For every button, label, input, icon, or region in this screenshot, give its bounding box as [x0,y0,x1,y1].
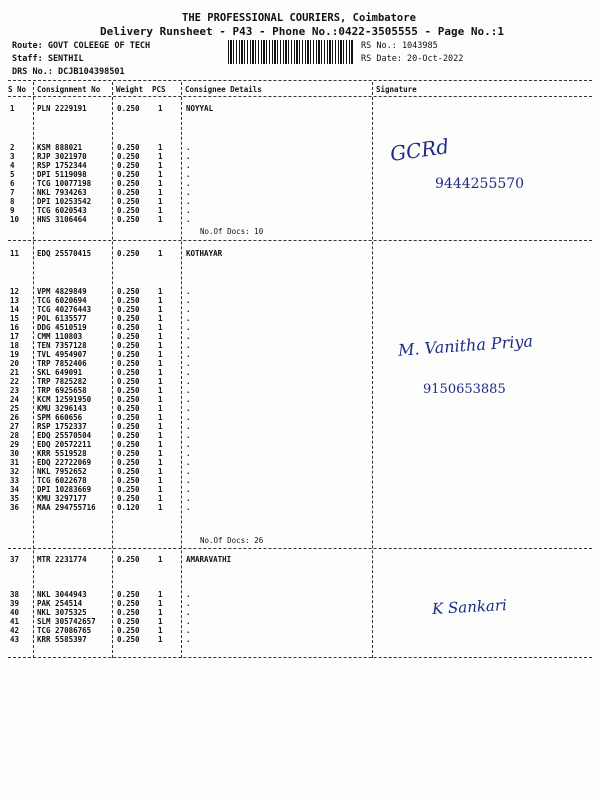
table-row: 7 NKL 7934263 0.250 1 . [10,188,191,197]
table-row: 24 KCM 12591950 0.250 1 . [10,395,191,404]
column-header-row [0,85,600,95]
row-weight: 0.250 [117,104,140,113]
table-row: 22 TRP 7825282 0.250 1 . [10,377,191,386]
table-row: 25 KMU 3296143 0.250 1 . [10,404,191,413]
route-label: Route: GOVT COLEEGE OF TECH [12,41,151,51]
table-row: 4 RSP 1752344 0.250 1 . [10,161,191,170]
table-row: 29 EDQ 20572211 0.250 1 . [10,440,191,449]
group-rule [8,240,592,241]
table-row: 30 KRR 5519528 0.250 1 . [10,449,191,458]
table-row: 17 CMM 110803 0.250 1 . [10,332,191,341]
runsheet-title: Delivery Runsheet - P43 - Phone No.:0422-3505555 - Page No.:1 [100,25,504,38]
table-row: 11 EDQ 25570415 0.250 1 KOTHAYAR [10,249,223,258]
table-row: 6 TCG 10077198 0.250 1 . [10,179,191,188]
table-row: 31 EDQ 22722069 0.250 1 . [10,458,191,467]
table-row: 42 TCG 27086765 0.250 1 . [10,626,191,635]
table-bottom-rule [8,657,592,658]
table-row: 40 NKL 3075325 0.250 1 . [10,608,191,617]
table-row: 18 TEN 7357128 0.250 1 . [10,341,191,350]
table-row: 21 SKL 649091 0.250 1 . [10,368,191,377]
table-row: 36 MAA 294755716 0.120 1 . [10,503,191,512]
signature-3: K Sankari [431,596,508,618]
table-row: 2 KSM 888021 0.250 1 . [10,143,191,152]
table-row: 43 KRR 5585397 0.250 1 . [10,635,191,644]
table-row: 41 SLM 305742657 0.250 1 . [10,617,191,626]
table-row: 16 DDG 4510519 0.250 1 . [10,323,191,332]
table-row: 27 RSP 1752337 0.250 1 . [10,422,191,431]
row-sno: 1 [10,104,15,113]
barcode-image [228,40,354,64]
company-title: THE PROFESSIONAL COURIERS, Coimbatore [182,12,416,24]
docs-count-row: No.Of Docs: 26 [200,536,264,545]
table-row: 5 DPI 5119098 0.250 1 . [10,170,191,179]
drs-label: DRS No.: DCJB104398501 [12,67,125,77]
table-row: 33 TCG 6022678 0.250 1 . [10,476,191,485]
row-pcs: 1 [158,104,163,113]
table-row: 13 TCG 6020694 0.250 1 . [10,296,191,305]
table-row [0,104,600,114]
table-row: 10 HNS 3106464 0.250 1 . [10,215,191,224]
table-row: 35 KMU 3297177 0.250 1 . [10,494,191,503]
col-weight: Weight [116,85,144,94]
row-consignment: PLN 2229191 [37,104,87,113]
table-row: 3 RJP 3021970 0.250 1 . [10,152,191,161]
table-row: 15 POL 6135577 0.250 1 . [10,314,191,323]
table-row: 23 TRP 6925658 0.250 1 . [10,386,191,395]
table-row: 26 SPM 660656 0.250 1 . [10,413,191,422]
table-row: 38 NKL 3044943 0.250 1 . [10,590,191,599]
table-row: 9 TCG 6020543 0.250 1 . [10,206,191,215]
staff-label: Staff: SENTHIL [12,54,84,64]
table-row: 32 NKL 7952652 0.250 1 . [10,467,191,476]
signature-1: GCRd [388,134,451,166]
col-sno: S No [8,85,27,94]
col-pcs: PCS [152,85,166,94]
phone-note-2: 9150653885 [423,382,506,397]
table-row: 34 DPI 10283669 0.250 1 . [10,485,191,494]
consignee-name: AMARAVATHI [186,555,232,564]
table-row: 20 TRP 7852406 0.250 1 . [10,359,191,368]
docs-count-row: No.Of Docs: 10 [200,227,264,236]
table-row: 28 EDQ 25570504 0.250 1 . [10,431,191,440]
consignee-name: NOYYAL [186,104,214,113]
table-row: 19 TVL 4954907 0.250 1 . [10,350,191,359]
group-rule [8,548,592,549]
header-top-rule [8,80,592,81]
table-row: 39 PAK 254514 0.250 1 . [10,599,191,608]
table-row: 8 DPI 10253542 0.250 1 . [10,197,191,206]
rs-number: RS No.: 1043985 [361,41,438,51]
signature-2: M. Vanitha Priya [397,331,534,360]
col-signature: Signature [376,85,417,94]
col-consignee: Consignee Details [185,85,262,94]
col-consignment: Consignment No [37,85,101,94]
table-row: 14 TCG 40276443 0.250 1 . [10,305,191,314]
table-row: 37 MTR 2231774 0.250 1 AMARAVATHI [10,555,232,564]
header-bottom-rule [8,96,592,97]
rs-date: RS Date: 20-Oct-2022 [361,54,464,64]
phone-note-1: 9444255570 [435,176,525,192]
table-row: 12 VPM 4829849 0.250 1 . [10,287,191,296]
consignee-name: KOTHAYAR [186,249,223,258]
